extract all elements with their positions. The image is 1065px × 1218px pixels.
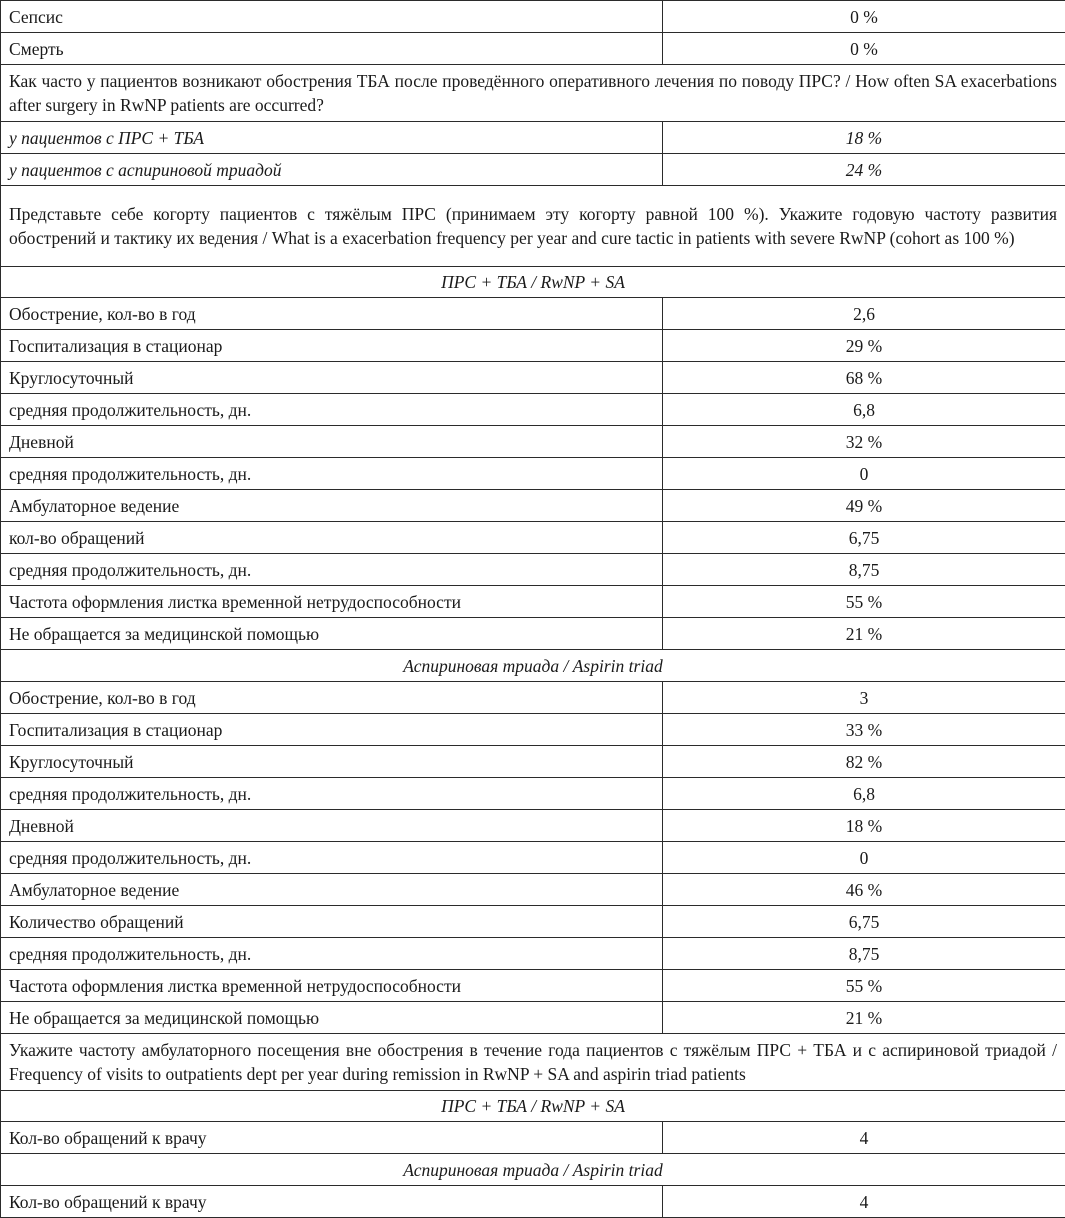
row-label: Амбулаторное ведение [1,490,663,522]
row-label: средняя продолжительность, дн. [1,842,663,874]
row-value: 6,75 [663,906,1065,938]
table-row [1,906,1065,938]
table-row [1,938,1065,970]
table-row [1,1002,1065,1034]
row-value: 8,75 [663,938,1065,970]
question-text: Укажите частоту амбулаторного посещения вне обострения в течение года пациентов с тяжёлым ПРС + ТБА и с аспириновой триадой / Frequency of visits to outpatients dept per year during remission in RwNP + SA and aspirin triad patients [1,1034,1065,1091]
table-row [1,490,1065,522]
row-label: Дневной [1,426,663,458]
row-value: 55 % [663,586,1065,618]
row-value: 18 % [663,122,1065,154]
question-row [1,1034,1065,1091]
row-label: средняя продолжительность, дн. [1,554,663,586]
table-row [1,778,1065,810]
row-value: 8,75 [663,554,1065,586]
table-row [1,122,1065,154]
row-value: 6,8 [663,394,1065,426]
table-row [1,554,1065,586]
section-row [1,650,1065,682]
section-header: ПРС + ТБА / RwNP + SA [1,267,1065,298]
row-value: 46 % [663,874,1065,906]
row-label: Частота оформления листка временной нетрудоспособности [1,586,663,618]
table-row [1,714,1065,746]
table-row [1,746,1065,778]
table-row [1,154,1065,186]
question-text: Как часто у пациентов возникают обострения ТБА после проведённого оперативного лечения по поводу ПРС? / How often SA exacerbations after surgery in RwNP patients are occurred? [1,65,1065,122]
table-row [1,330,1065,362]
row-value: 21 % [663,1002,1065,1034]
row-label: Дневной [1,810,663,842]
row-value: 4 [663,1186,1065,1218]
table-row [1,522,1065,554]
row-value: 0 % [663,1,1065,33]
row-label: Смерть [1,33,663,65]
row-value: 33 % [663,714,1065,746]
row-label: средняя продолжительность, дн. [1,778,663,810]
table-row [1,586,1065,618]
row-value: 6,75 [663,522,1065,554]
row-value: 4 [663,1122,1065,1154]
row-label: Количество обращений [1,906,663,938]
table-row [1,394,1065,426]
row-value: 49 % [663,490,1065,522]
table-row [1,362,1065,394]
row-label: Не обращается за медицинской помощью [1,618,663,650]
question-row [1,65,1065,122]
row-label: Круглосуточный [1,746,663,778]
question-row [1,186,1065,267]
row-label: средняя продолжительность, дн. [1,458,663,490]
row-value: 68 % [663,362,1065,394]
table-row [1,1,1065,33]
row-label: Обострение, кол-во в год [1,298,663,330]
row-value: 0 % [663,33,1065,65]
row-label: Госпитализация в стационар [1,330,663,362]
row-value: 21 % [663,618,1065,650]
row-value: 0 [663,842,1065,874]
row-value: 0 [663,458,1065,490]
row-label: Сепсис [1,1,663,33]
row-value: 2,6 [663,298,1065,330]
section-header: Аспириновая триада / Aspirin triad [1,1154,1065,1186]
row-label: Кол-во обращений к врачу [1,1186,663,1218]
table-row [1,810,1065,842]
row-label: Амбулаторное ведение [1,874,663,906]
row-value: 29 % [663,330,1065,362]
row-label: Круглосуточный [1,362,663,394]
table-row [1,682,1065,714]
table-row [1,458,1065,490]
row-value: 55 % [663,970,1065,1002]
row-value: 18 % [663,810,1065,842]
row-label: Частота оформления листка временной нетрудоспособности [1,970,663,1002]
row-value: 6,8 [663,778,1065,810]
row-value: 82 % [663,746,1065,778]
section-header: ПРС + ТБА / RwNP + SA [1,1091,1065,1122]
table-row [1,842,1065,874]
row-label: средняя продолжительность, дн. [1,394,663,426]
row-label: у пациентов с ПРС + ТБА [1,122,663,154]
table-row [1,298,1065,330]
table-row [1,970,1065,1002]
row-label: у пациентов с аспириновой триадой [1,154,663,186]
table-row [1,1186,1065,1218]
row-label: кол-во обращений [1,522,663,554]
table-row [1,874,1065,906]
row-value: 3 [663,682,1065,714]
section-row [1,1154,1065,1186]
section-header: Аспириновая триада / Aspirin triad [1,650,1065,682]
table-row [1,618,1065,650]
row-value: 24 % [663,154,1065,186]
row-label: Обострение, кол-во в год [1,682,663,714]
section-row [1,267,1065,298]
row-label: Не обращается за медицинской помощью [1,1002,663,1034]
table-row [1,426,1065,458]
row-label: Госпитализация в стационар [1,714,663,746]
row-value: 32 % [663,426,1065,458]
section-row [1,1091,1065,1122]
row-label: средняя продолжительность, дн. [1,938,663,970]
question-text: Представьте себе когорту пациентов с тяжёлым ПРС (принимаем эту когорту равной 100 %). Укажите годовую частоту развития обострений и тактику их ведения / What is a exacerbation frequency per year and cure tactic in patients with severe RwNP (cohort as 100 %) [1,186,1065,267]
table-row [1,1122,1065,1154]
row-label: Кол-во обращений к врачу [1,1122,663,1154]
table-row [1,33,1065,65]
